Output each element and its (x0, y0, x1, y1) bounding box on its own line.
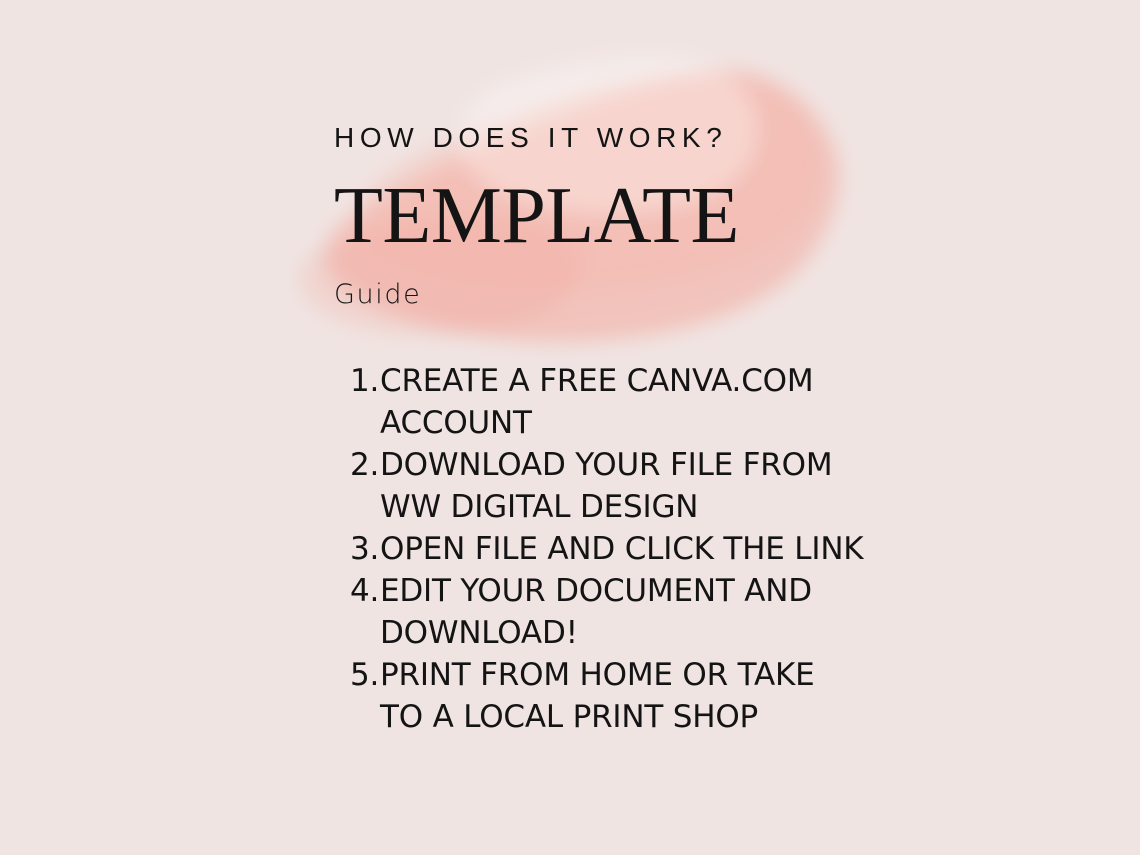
step-line: WW DIGITAL DESIGN (380, 489, 699, 525)
step-line: OPEN FILE AND CLICK THE LINK (380, 531, 864, 567)
step-number: 5. (350, 657, 380, 693)
step-line: DOWNLOAD! (380, 615, 578, 651)
step-number: 4. (350, 573, 380, 609)
step-number: 2. (350, 447, 380, 483)
page-subtitle: Guide (334, 279, 422, 310)
step-number: 1. (350, 363, 380, 399)
step-line: ACCOUNT (380, 405, 532, 441)
step-item (350, 360, 820, 444)
step-number: 3. (350, 531, 380, 567)
step-line: TO A LOCAL PRINT SHOP (380, 699, 759, 735)
step-line: EDIT YOUR DOCUMENT AND (380, 573, 812, 609)
step-line: CREATE A FREE CANVA.COM (380, 363, 814, 399)
step-line: DOWNLOAD YOUR FILE FROM (380, 447, 833, 483)
step-item (350, 570, 820, 654)
page-kicker: HOW DOES IT WORK? (334, 122, 728, 153)
page-title: TEMPLATE (334, 172, 739, 260)
step-item (350, 444, 833, 528)
step-item (350, 654, 820, 738)
step-item (350, 528, 864, 570)
step-line: PRINT FROM HOME OR TAKE (380, 657, 815, 693)
steps-list (350, 360, 864, 738)
